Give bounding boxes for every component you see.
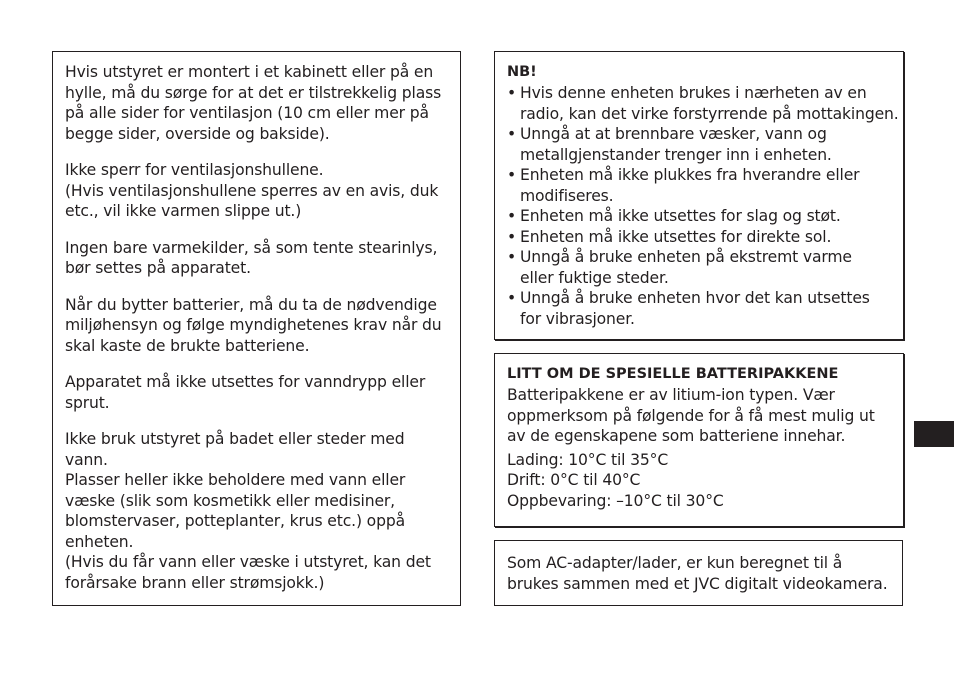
text-line: av de egenskapene som batteriene innehar.	[507, 427, 846, 445]
battery-heading: LITT OM DE SPESIELLE BATTERIPAKKENE	[507, 366, 839, 382]
text-line: metallgjenstander trenger inn i enheten.	[520, 145, 832, 164]
text-line: skal kaste de brukte batteriene.	[65, 336, 310, 355]
nb-list-item	[507, 247, 895, 288]
text-line: væske (slik som kosmetikk eller medisiner,	[65, 491, 395, 510]
text-line: Ikke sperr for ventilasjonshullene.	[65, 161, 324, 179]
text-line: enheten.	[65, 532, 134, 551]
text-line: forårsake brann eller strømsjokk.)	[65, 573, 325, 592]
nb-heading: NB!	[507, 64, 537, 80]
text-line: radio, kan det virke forstyrrende på mottakingen.	[520, 104, 899, 123]
text-line: vann.	[65, 450, 108, 469]
text-line: • Unngå at at brennbare væsker, vann og	[520, 125, 827, 143]
text-line: blomstervaser, potteplanter, krus etc.) oppå	[65, 512, 405, 530]
nb-box	[494, 51, 904, 340]
text-line: på alle sider for ventilasjon (10 cm eller mer på	[65, 104, 429, 122]
nb-list-item	[507, 165, 895, 206]
text-line: Ingen bare varmekilder, så som tente stearinlys,	[65, 238, 438, 257]
text-line: • Unngå å bruke enheten hvor det kan utsettes	[520, 289, 870, 307]
text-line: bør settes på apparatet.	[65, 259, 251, 277]
text-line: hylle, må du sørge for at det er tilstrekkelig plass	[65, 83, 442, 102]
ac-adapter-text	[507, 553, 894, 594]
text-line: modifiseres.	[520, 186, 614, 205]
text-line: eller fuktige steder.	[520, 268, 669, 287]
text-line: Plasser heller ikke beholdere med vann eller	[65, 471, 406, 489]
text-line: miljøhensyn og følge myndighetenes krav når du	[65, 316, 442, 334]
battery-info-box	[494, 353, 904, 527]
temperature-line: Oppbevaring: –10°C til 30°C	[507, 491, 724, 510]
text-line: for vibrasjoner.	[520, 309, 635, 328]
nb-list-item	[507, 206, 895, 227]
text-line: Batteripakkene er av litium-ion typen. Vær	[507, 386, 835, 404]
text-line: (Hvis du får vann eller væske i utstyret, kan det	[65, 553, 431, 571]
safety-paragraph	[65, 238, 450, 279]
text-line: • Hvis denne enheten brukes i nærheten av en	[520, 84, 867, 102]
safety-paragraph	[65, 429, 450, 593]
nb-list-item	[507, 83, 899, 124]
text-line: sprut.	[65, 393, 110, 412]
safety-paragraph	[65, 160, 450, 222]
temperature-line: Lading: 10°C til 35°C	[507, 450, 669, 469]
safety-notes-box	[52, 51, 461, 606]
safety-paragraph	[65, 372, 450, 413]
ac-adapter-box	[494, 540, 903, 606]
text-line: Som AC-adapter/lader, er kun beregnet til å	[507, 554, 843, 572]
nb-list	[507, 83, 899, 329]
text-line: brukes sammen med et JVC digitalt videokamera.	[507, 574, 888, 593]
nb-list-item	[507, 288, 895, 329]
text-line: Apparatet må ikke utsettes for vanndrypp eller	[65, 373, 426, 391]
text-line: Ikke bruk utstyret på badet eller steder med	[65, 430, 405, 448]
text-line: oppmerksom på følgende for å få mest mulig ut	[507, 406, 875, 425]
text-line: (Hvis ventilasjonshullene sperres av en avis, duk	[65, 181, 439, 200]
section-tab-marker	[914, 421, 954, 447]
safety-paragraph	[65, 295, 450, 357]
text-line: Når du bytter batterier, må du ta de nødvendige	[65, 295, 437, 314]
battery-temperatures	[507, 450, 895, 512]
temperature-line: Drift: 0°C til 40°C	[507, 471, 641, 489]
text-line: • Unngå å bruke enheten på ekstremt varme	[520, 248, 852, 266]
text-line: • Enheten må ikke plukkes fra hverandre eller	[520, 166, 860, 184]
text-line: • Enheten må ikke utsettes for direkte sol.	[520, 227, 832, 246]
text-line: etc., vil ikke varmen slippe ut.)	[65, 202, 302, 220]
text-line: • Enheten må ikke utsettes for slag og støt.	[520, 207, 841, 225]
nb-list-item	[507, 124, 895, 165]
text-line: Hvis utstyret er montert i et kabinett eller på en	[65, 63, 434, 81]
battery-intro	[507, 385, 895, 447]
text-line: begge sider, overside og bakside).	[65, 124, 330, 143]
nb-list-item	[507, 227, 895, 248]
safety-paragraph	[65, 62, 450, 144]
